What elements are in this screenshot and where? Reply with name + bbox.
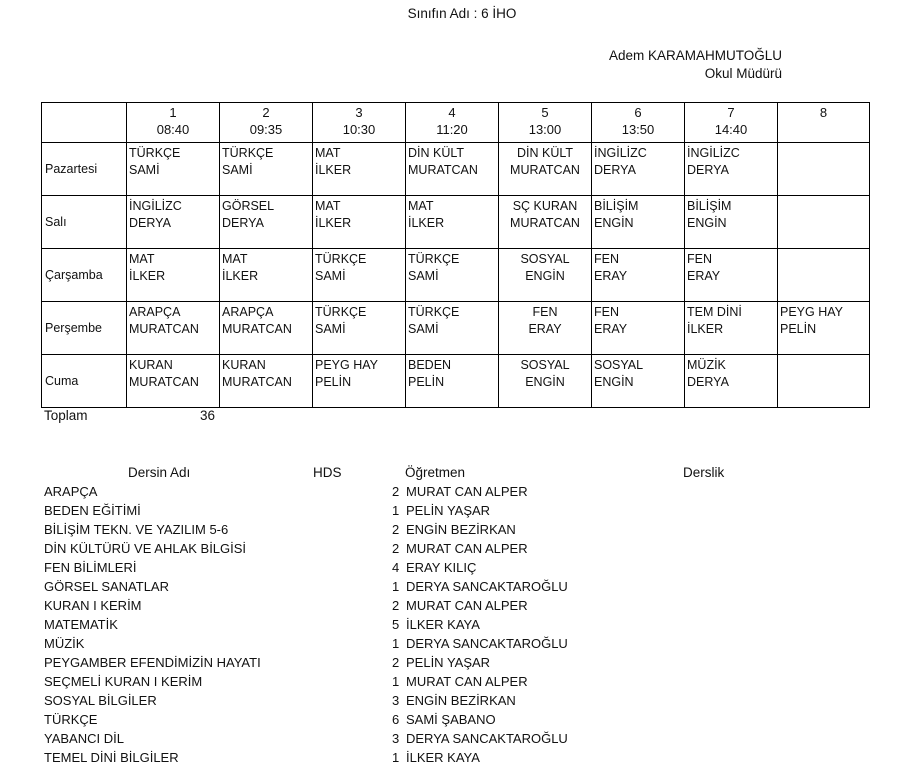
lesson-cell [313, 249, 406, 302]
subject-hours: 4 [392, 560, 400, 575]
lesson-teacher: İLKER [687, 322, 724, 336]
lesson-teacher: MURATCAN [408, 163, 478, 177]
subject-list [0, 482, 924, 767]
subject-teacher: PELİN YAŞAR [406, 655, 491, 670]
lesson-subject: İNGİLİZC [129, 199, 182, 213]
subject-hours: 1 [392, 674, 400, 689]
lesson-subject: BEDEN [408, 358, 452, 372]
period-number: 4 [448, 105, 456, 120]
lesson-teacher: MURATCAN [222, 375, 292, 389]
lesson-teacher: ERAY [594, 322, 628, 336]
class-title: Sınıfın Adı : 6 İHO [407, 6, 517, 21]
lesson-subject: MAT [315, 199, 341, 213]
lesson-teacher: SAMİ [315, 269, 346, 283]
lesson-cell [406, 355, 499, 408]
subject-row [0, 596, 924, 615]
lesson-teacher: ENGİN [594, 375, 634, 389]
lesson-cell [406, 196, 499, 249]
subject-hours: 2 [392, 598, 400, 613]
subject-hours: 3 [392, 731, 400, 746]
lesson-cell [592, 302, 685, 355]
subject-hours: 1 [392, 503, 400, 518]
subject-hours: 6 [392, 712, 400, 727]
lesson-teacher: SAMİ [408, 322, 439, 336]
lesson-cell [127, 143, 220, 196]
lesson-subject: TEM DİNİ [687, 305, 742, 319]
lesson-cell [220, 196, 313, 249]
lesson-cell [778, 302, 870, 355]
period-header [127, 103, 220, 143]
lesson-cell [592, 355, 685, 408]
lesson-cell [406, 302, 499, 355]
lesson-subject: SOSYAL [520, 358, 570, 372]
lesson-cell [127, 302, 220, 355]
subject-row [0, 482, 924, 501]
subject-hours: 1 [392, 750, 400, 765]
principal-role: Okul Müdürü [704, 66, 782, 81]
lesson-cell [778, 249, 870, 302]
lesson-cell [313, 196, 406, 249]
day-row [42, 302, 870, 355]
day-name: Pazartesi [42, 143, 127, 196]
lesson-cell [499, 143, 592, 196]
subject-row [0, 729, 924, 748]
subject-hours: 2 [392, 522, 400, 537]
subject-name: ARAPÇA [44, 484, 98, 499]
lesson-subject: TÜRKÇE [408, 252, 460, 266]
lesson-subject: FEN [594, 252, 619, 266]
lesson-subject: MAT [222, 252, 248, 266]
lesson-cell [685, 355, 778, 408]
subject-teacher: DERYA SANCAKTAROĞLU [406, 731, 568, 746]
lesson-cell [685, 143, 778, 196]
period-number: 1 [169, 105, 177, 120]
lesson-cell [127, 196, 220, 249]
subject-hours: 2 [392, 484, 400, 499]
lesson-teacher: MURATCAN [129, 322, 199, 336]
subject-name: MÜZİK [44, 636, 85, 651]
lesson-subject: MÜZİK [687, 358, 726, 372]
subject-name: KURAN I KERİM [44, 598, 142, 613]
day-row [42, 355, 870, 408]
lesson-teacher: DERYA [222, 216, 264, 230]
lesson-teacher: ERAY [528, 322, 562, 336]
subject-row [0, 615, 924, 634]
lesson-subject: KURAN [129, 358, 173, 372]
lesson-subject: TÜRKÇE [408, 305, 460, 319]
subject-name: SEÇMELİ KURAN I KERİM [44, 674, 203, 689]
lesson-cell [220, 355, 313, 408]
lesson-teacher: DERYA [687, 163, 729, 177]
lesson-subject: BİLİŞİM [687, 199, 732, 213]
lesson-teacher: MURATCAN [222, 322, 292, 336]
subject-teacher: MURAT CAN ALPER [406, 541, 528, 556]
lesson-subject: FEN [594, 305, 619, 319]
lesson-teacher: DERYA [129, 216, 171, 230]
lesson-cell [778, 355, 870, 408]
subject-name: TEMEL DİNİ BİLGİLER [44, 750, 179, 765]
day-name: Salı [42, 196, 127, 249]
period-time: 13:00 [528, 122, 562, 137]
lesson-subject: GÖRSEL [222, 199, 275, 213]
lesson-teacher: SAMİ [315, 322, 346, 336]
period-header [406, 103, 499, 143]
lesson-teacher: İLKER [408, 216, 445, 230]
subject-row [0, 748, 924, 767]
subject-teacher: ERAY KILIÇ [406, 560, 477, 575]
subject-teacher: MURAT CAN ALPER [406, 674, 528, 689]
lesson-cell [406, 143, 499, 196]
period-number: 3 [355, 105, 363, 120]
lesson-subject: FEN [687, 252, 712, 266]
lesson-cell [499, 196, 592, 249]
day-name: Çarşamba [42, 249, 127, 302]
lesson-cell [685, 302, 778, 355]
lesson-teacher: PELİN [408, 375, 445, 389]
lesson-subject: DİN KÜLT [408, 146, 465, 160]
lesson-teacher: PELİN [315, 375, 352, 389]
subject-name: BEDEN EĞİTİMİ [44, 503, 141, 518]
lesson-cell [220, 143, 313, 196]
day-name: Cuma [42, 355, 127, 408]
lesson-cell [778, 143, 870, 196]
period-number: 6 [634, 105, 642, 120]
lesson-cell [778, 196, 870, 249]
day-row [42, 143, 870, 196]
lesson-cell [220, 302, 313, 355]
lesson-cell [313, 355, 406, 408]
lesson-cell [406, 249, 499, 302]
lesson-teacher: SAMİ [129, 163, 160, 177]
period-time: 14:40 [714, 122, 748, 137]
lesson-teacher: ERAY [687, 269, 721, 283]
subject-name: BİLİŞİM TEKN. VE YAZILIM 5-6 [44, 522, 229, 537]
lesson-teacher: İLKER [129, 269, 166, 283]
period-header [592, 103, 685, 143]
lesson-cell [499, 249, 592, 302]
period-time: 08:40 [156, 122, 190, 137]
principal-name: Adem KARAMAHMUTOĞLU [608, 48, 782, 63]
lesson-subject: MAT [408, 199, 434, 213]
subject-hours: 1 [392, 636, 400, 651]
lesson-cell [499, 302, 592, 355]
subject-teacher: DERYA SANCAKTAROĞLU [406, 636, 568, 651]
lesson-teacher: ERAY [594, 269, 628, 283]
subject-name: MATEMATİK [44, 617, 118, 632]
subject-hours: 3 [392, 693, 400, 708]
lesson-teacher: MURATCAN [510, 216, 580, 230]
lesson-cell [685, 249, 778, 302]
lesson-subject: TÜRKÇE [129, 146, 181, 160]
lesson-subject: SOSYAL [594, 358, 644, 372]
subject-row [0, 672, 924, 691]
lesson-teacher: DERYA [594, 163, 636, 177]
subject-hours: 1 [392, 579, 400, 594]
room-column-header: Derslik [683, 465, 725, 480]
lesson-subject: ARAPÇA [222, 305, 274, 319]
lesson-subject: BİLİŞİM [594, 199, 639, 213]
total-label: Toplam [44, 408, 88, 423]
lesson-teacher: ENGİN [687, 216, 727, 230]
period-number: 7 [727, 105, 735, 120]
subject-name: TÜRKÇE [44, 712, 98, 727]
period-time: 13:50 [621, 122, 655, 137]
day-row [42, 196, 870, 249]
subject-teacher: SAMİ ŞABANO [406, 712, 496, 727]
day-name: Perşembe [42, 302, 127, 355]
lesson-cell [313, 143, 406, 196]
lesson-teacher: ENGİN [525, 375, 565, 389]
lesson-cell [592, 143, 685, 196]
period-time: 09:35 [249, 122, 283, 137]
subject-teacher: ENGİN BEZİRKAN [406, 693, 516, 708]
subject-row [0, 691, 924, 710]
lesson-subject: İNGİLİZC [594, 146, 647, 160]
lesson-cell [592, 249, 685, 302]
lesson-subject: ARAPÇA [129, 305, 181, 319]
lesson-teacher: PELİN [780, 322, 817, 336]
period-time: 11:20 [436, 122, 468, 137]
period-time: 10:30 [342, 122, 376, 137]
subject-teacher: DERYA SANCAKTAROĞLU [406, 579, 568, 594]
period-header [220, 103, 313, 143]
lesson-cell [127, 249, 220, 302]
subject-name: PEYGAMBER EFENDİMİZİN HAYATI [44, 655, 261, 670]
subject-row [0, 634, 924, 653]
subject-row [0, 577, 924, 596]
lesson-teacher: MURATCAN [510, 163, 580, 177]
lesson-subject: TÜRKÇE [315, 305, 367, 319]
lesson-subject: İNGİLİZC [687, 146, 740, 160]
subject-hours: 5 [392, 617, 400, 632]
lesson-subject: TÜRKÇE [222, 146, 274, 160]
subject-teacher: İLKER KAYA [406, 617, 480, 632]
lesson-subject: TÜRKÇE [315, 252, 367, 266]
period-header [685, 103, 778, 143]
lesson-cell [220, 249, 313, 302]
subject-row [0, 539, 924, 558]
lesson-cell [313, 302, 406, 355]
lesson-teacher: ENGİN [594, 216, 634, 230]
lesson-teacher: SAMİ [222, 163, 253, 177]
lesson-cell [592, 196, 685, 249]
subject-row [0, 520, 924, 539]
lesson-subject: FEN [532, 305, 558, 319]
subject-name: FEN BİLİMLERİ [44, 560, 137, 575]
period-header [778, 103, 870, 143]
timetable-header-row [42, 103, 870, 143]
subject-name: DİN KÜLTÜRÜ VE AHLAK BİLGİSİ [44, 541, 247, 556]
lesson-cell [127, 355, 220, 408]
timetable [41, 102, 870, 408]
lesson-teacher: SAMİ [408, 269, 439, 283]
subject-row [0, 653, 924, 672]
subject-hours: 2 [392, 655, 400, 670]
subject-row [0, 501, 924, 520]
lesson-teacher: MURATCAN [129, 375, 199, 389]
lesson-subject: SOSYAL [520, 252, 570, 266]
subject-name: GÖRSEL SANATLAR [44, 579, 169, 594]
lesson-subject: PEYG HAY [315, 358, 378, 372]
lesson-subject: SÇ KURAN [512, 199, 578, 213]
period-number: 2 [262, 105, 270, 120]
subject-row [0, 558, 924, 577]
lesson-teacher: DERYA [687, 375, 729, 389]
lesson-subject: KURAN [222, 358, 266, 372]
lesson-cell [499, 355, 592, 408]
subject-teacher: İLKER KAYA [406, 750, 480, 765]
period-number: 5 [541, 105, 549, 120]
lesson-subject: MAT [315, 146, 341, 160]
hds-column-header: HDS [313, 465, 342, 480]
lesson-teacher: ENGİN [525, 269, 565, 283]
subject-hours: 2 [392, 541, 400, 556]
period-header [313, 103, 406, 143]
subject-name: SOSYAL BİLGİLER [44, 693, 157, 708]
day-row [42, 249, 870, 302]
subject-row [0, 710, 924, 729]
period-number: 8 [819, 105, 828, 120]
lesson-teacher: İLKER [222, 269, 259, 283]
period-header [499, 103, 592, 143]
subject-teacher: ENGİN BEZİRKAN [406, 522, 516, 537]
subject-column-header: Dersin Adı [128, 465, 191, 480]
lesson-subject: PEYG HAY [780, 305, 843, 319]
subject-teacher: MURAT CAN ALPER [406, 484, 528, 499]
subject-teacher: PELİN YAŞAR [406, 503, 491, 518]
timetable-corner-cell [42, 103, 127, 143]
lesson-subject: DİN KÜLT [516, 146, 574, 160]
lesson-teacher: İLKER [315, 216, 352, 230]
lesson-subject: MAT [129, 252, 155, 266]
lesson-teacher: İLKER [315, 163, 352, 177]
teacher-column-header: Öğretmen [405, 465, 466, 480]
lesson-cell [685, 196, 778, 249]
subject-name: YABANCI DİL [44, 731, 124, 746]
total-value: 36 [200, 408, 216, 423]
subject-teacher: MURAT CAN ALPER [406, 598, 528, 613]
